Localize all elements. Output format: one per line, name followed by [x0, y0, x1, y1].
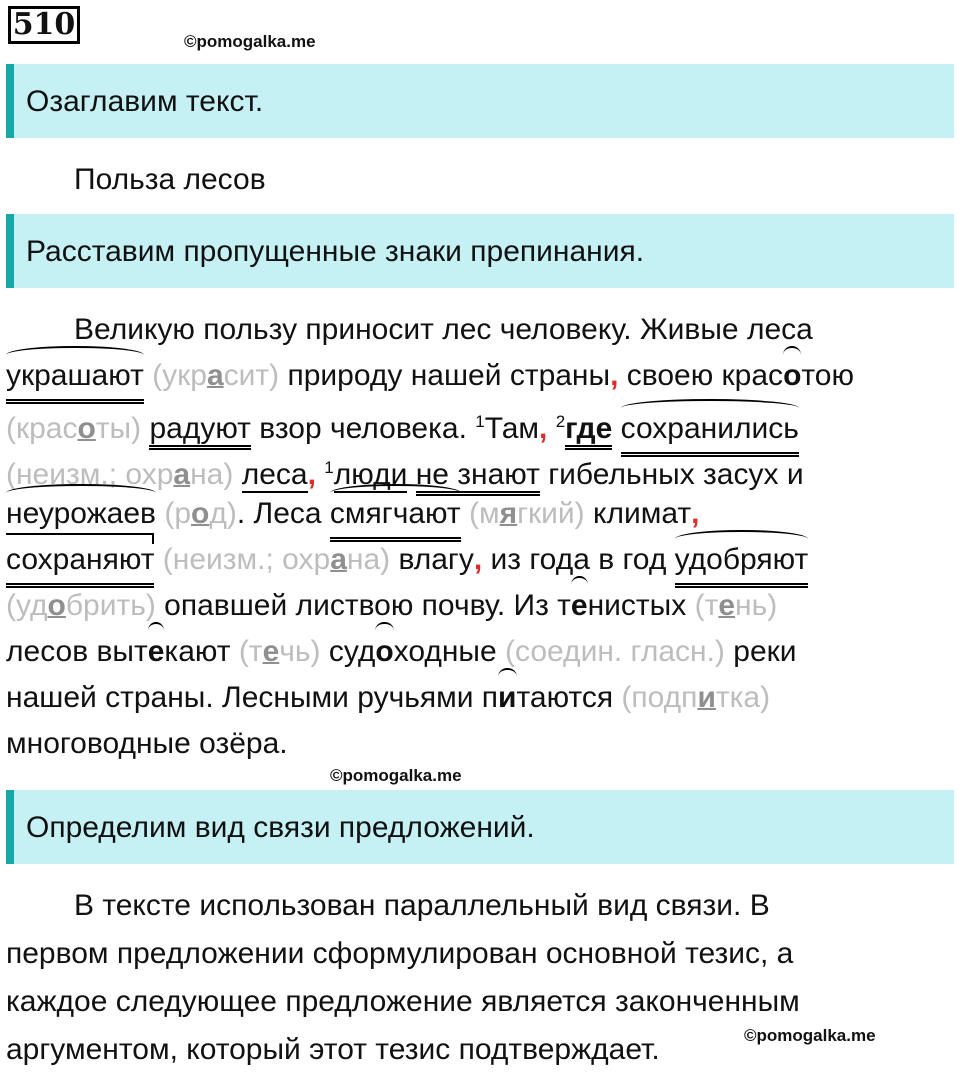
- exercise-line-2: украшают (украсит) природу нашей страны, своею красотою: [6, 353, 854, 404]
- exercise-line-9: нашей страны. Лесными ручьями питаются (подпитка): [6, 675, 770, 721]
- word-sokhranyayut: сохраняют: [6, 537, 154, 588]
- exercise-line-7: (удобрить) опавшей листвою почву. Из тенистых (тень): [6, 583, 777, 629]
- word-lyudi: люди: [333, 458, 408, 491]
- answer-line-1: В тексте использован параллельный вид связи. В: [74, 889, 770, 922]
- word-smyagchayut: смягчают: [330, 491, 461, 542]
- comma-mark: ,: [473, 543, 483, 576]
- word-raduyut: радуют: [149, 412, 250, 450]
- watermark: ©pomogalka.me: [184, 32, 316, 51]
- comma-mark: ,: [307, 458, 316, 491]
- task-number: 510: [8, 6, 80, 44]
- comma-mark: ,: [610, 359, 619, 392]
- word-udobryayut: удобряют: [675, 537, 809, 588]
- word-sokhranilis: сохранились: [621, 406, 799, 457]
- watermark: ©pomogalka.me: [744, 1026, 876, 1045]
- exercise-line-3: (красоты) радуют взор человека. $^1$Там, $^2$где сохранились: [6, 399, 799, 457]
- exercise-line-5: неурожаев (род). Леса смягчают (мягкий) климат,: [6, 491, 699, 542]
- section-heading-connection: Определим вид связи предложений.: [6, 790, 954, 864]
- word-ne-znayut: не знают: [416, 458, 540, 496]
- exercise-line-10: многоводные озёра.: [6, 727, 288, 760]
- word-gde: где: [565, 412, 612, 450]
- section-heading-punctuation: Расставим пропущенные знаки препинания.: [6, 214, 954, 288]
- word-ukrashayut: украшают: [6, 353, 144, 404]
- exercise-line-1: Великую пользу приносит лес человеку. Живые леса: [74, 313, 813, 346]
- answer-line-4: аргументом, который этот тезис подтверждает.: [6, 1033, 660, 1066]
- section-heading-title: Озаглавим текст.: [6, 64, 954, 138]
- answer-line-2: первом предложении сформулирован основной тезис, а: [6, 937, 794, 970]
- answer-line-3: каждое следующее предложение является законченным: [6, 985, 800, 1018]
- exercise-line-6: сохраняют (неизм.; охрана) влагу, из года в год удобряют: [6, 537, 808, 588]
- exercise-line-4: (неизм.; охрана) леса, $^1$люди не знают гибельных засух и: [6, 445, 804, 498]
- comma-mark: ,: [539, 412, 548, 445]
- watermark: ©pomogalka.me: [330, 766, 462, 785]
- word-lesa: леса: [241, 458, 308, 491]
- comma-mark: ,: [691, 497, 700, 530]
- exercise-line-8: лесов вытекают (течь) судоходные (соедин. гласн.) реки: [6, 629, 797, 675]
- text-title: Польза лесов: [74, 163, 266, 196]
- word-neurozhaev: неурожаев: [6, 491, 156, 537]
